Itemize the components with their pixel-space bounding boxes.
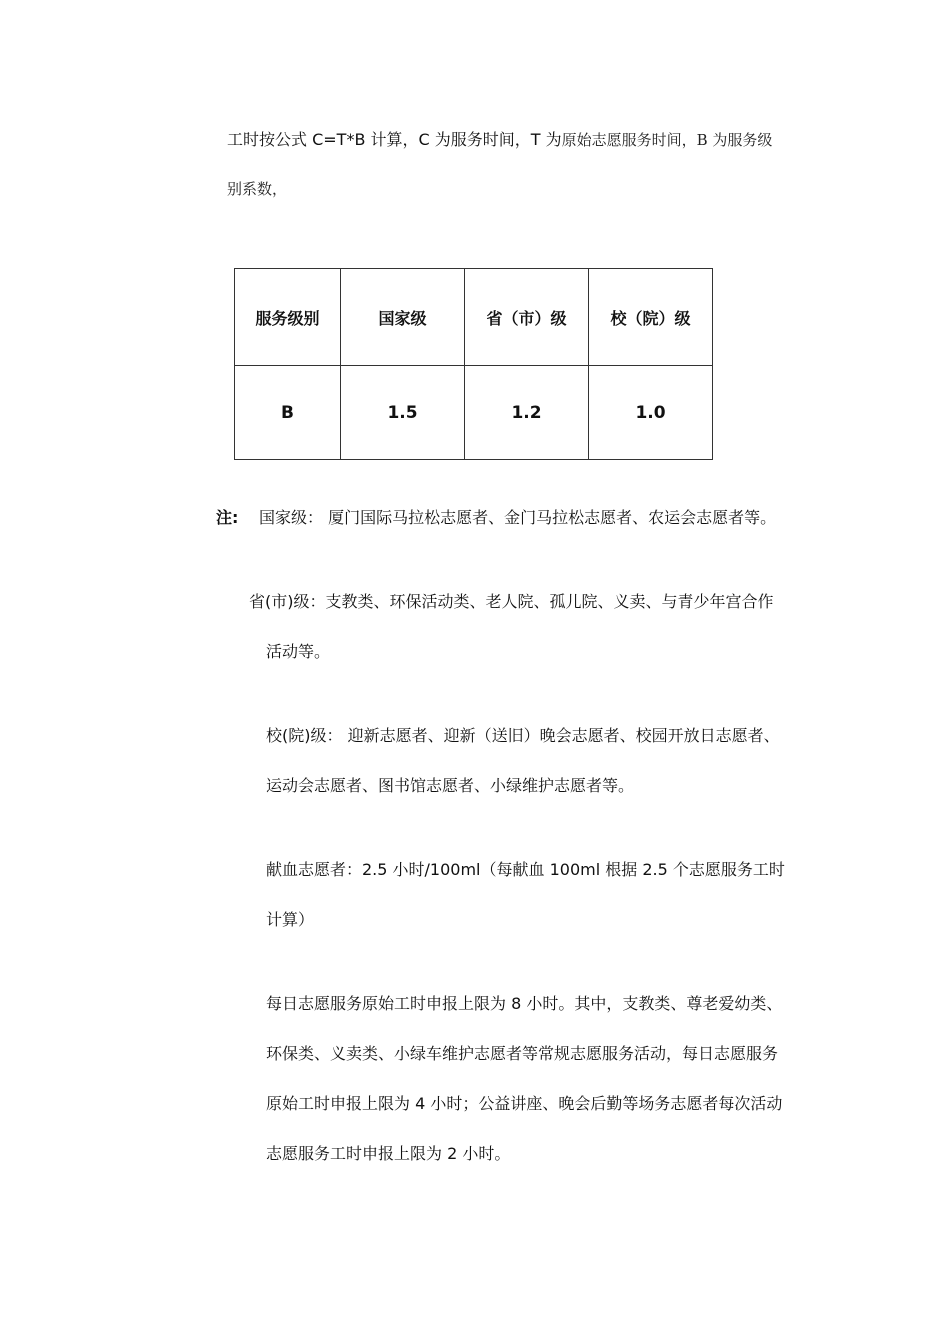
table-header-cell: 校（院）级 bbox=[589, 269, 713, 366]
note-provincial-level-line-1: 省(市)级：支教类、环保活动类、老人院、孤儿院、义卖、与青少年宫合作 bbox=[249, 592, 774, 611]
intro-text-serif: 原始志愿服务时间，B 为服务级 bbox=[561, 131, 773, 149]
note-provincial-level-line-2: 活动等。 bbox=[266, 642, 331, 661]
table-row bbox=[235, 366, 713, 460]
table-header-row bbox=[235, 269, 713, 366]
intro-text-sans: 工时按公式 C=T*B 计算，C 为服务时间，T 为 bbox=[227, 130, 562, 149]
table-header-cell: 省（市）级 bbox=[465, 269, 589, 366]
note-daily-limit-line-3: 原始工时申报上限为 4 小时；公益讲座、晚会后勤等场务志愿者每次活动 bbox=[266, 1094, 783, 1113]
note-school-level-line-2: 运动会志愿者、图书馆志愿者、小绿维护志愿者等。 bbox=[266, 776, 635, 795]
intro-paragraph-line-2: 别系数， bbox=[227, 180, 288, 198]
table-cell: 1.0 bbox=[589, 366, 713, 460]
note-national-level: 国家级： 厦门国际马拉松志愿者、金门马拉松志愿者、农运会志愿者等。 bbox=[259, 508, 777, 527]
table-cell: 1.2 bbox=[465, 366, 589, 460]
service-level-coefficient-table bbox=[234, 268, 713, 460]
table-header-cell: 国家级 bbox=[341, 269, 465, 366]
note-blood-donation-line-2: 计算） bbox=[266, 910, 315, 929]
note-blood-donation-line-1: 献血志愿者：2.5 小时/100ml（每献血 100ml 根据 2.5 个志愿服务工时 bbox=[266, 860, 785, 879]
note-daily-limit-line-2: 环保类、义卖类、小绿车维护志愿者等常规志愿服务活动，每日志愿服务 bbox=[266, 1044, 779, 1063]
note-label: 注: bbox=[216, 508, 239, 527]
note-school-level-line-1: 校(院)级： 迎新志愿者、迎新（送旧）晚会志愿者、校园开放日志愿者、 bbox=[266, 726, 780, 745]
table-cell: B bbox=[235, 366, 341, 460]
table-cell: 1.5 bbox=[341, 366, 465, 460]
intro-paragraph-line-1 bbox=[227, 127, 772, 150]
note-daily-limit-line-4: 志愿服务工时申报上限为 2 小时。 bbox=[266, 1144, 511, 1163]
table-header-cell: 服务级别 bbox=[235, 269, 341, 366]
note-daily-limit-line-1: 每日志愿服务原始工时申报上限为 8 小时。其中，支教类、尊老爱幼类、 bbox=[266, 994, 783, 1013]
